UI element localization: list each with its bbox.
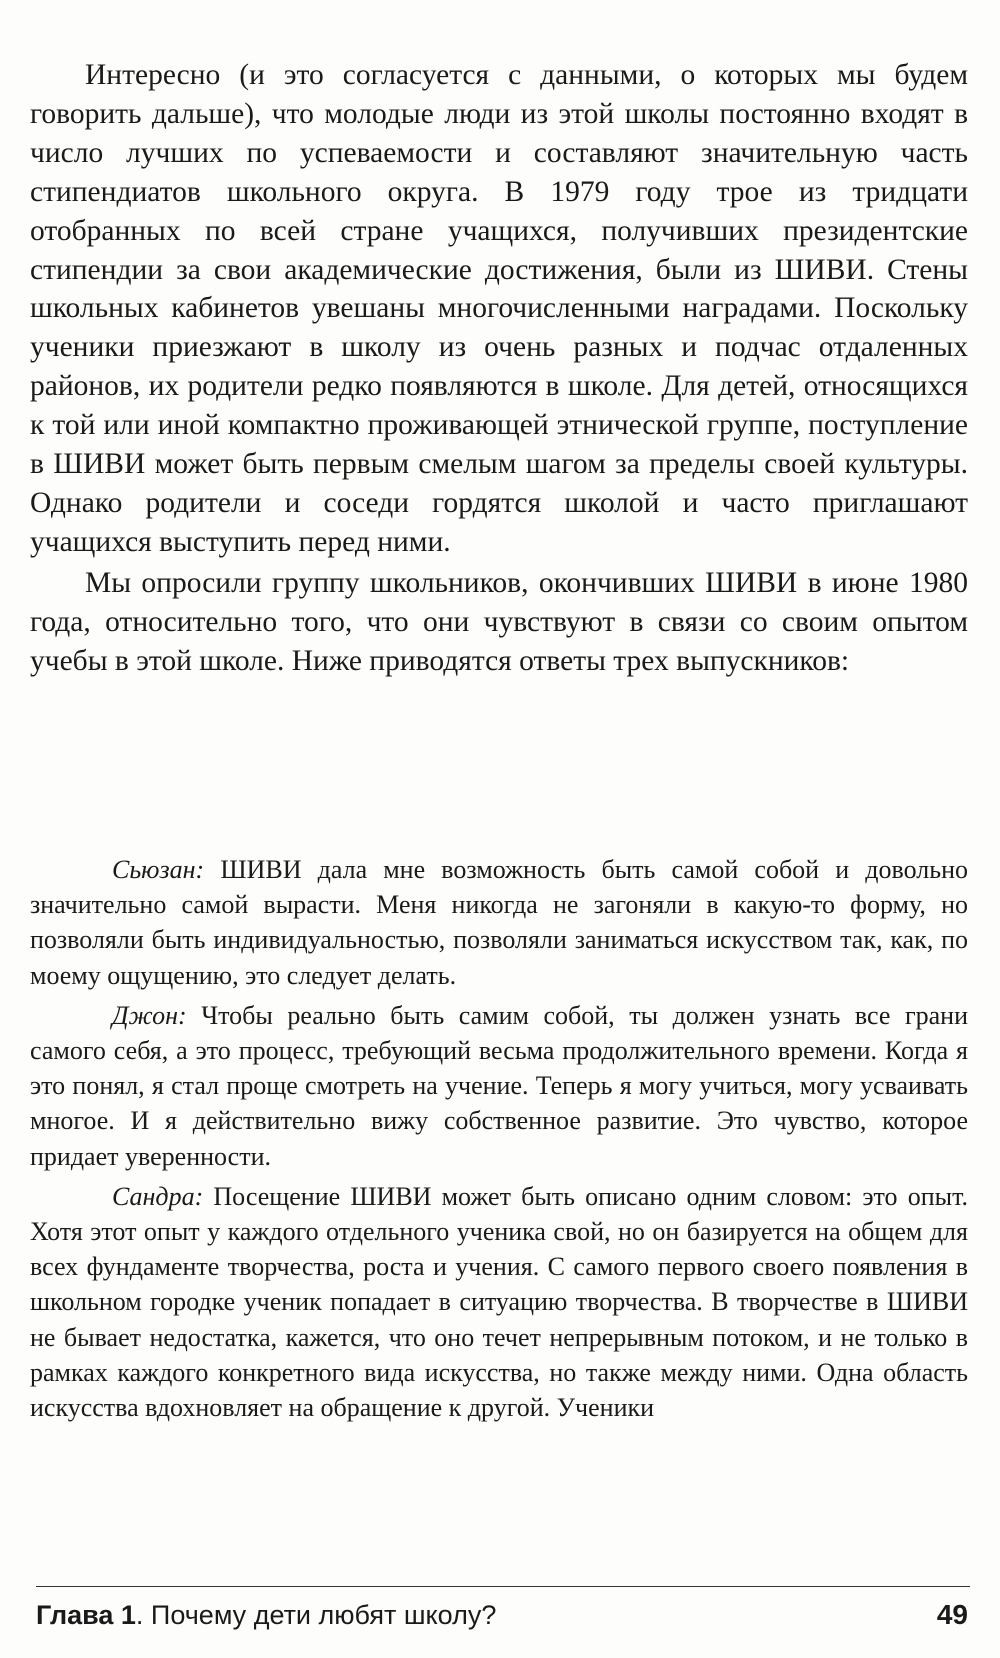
page-footer [36,1595,970,1635]
speaker-name: Джон: [112,1000,187,1030]
quote-susan [30,852,968,993]
graduate-quotes [30,852,968,1430]
quote-sandra [30,1179,968,1425]
speaker-name: Сандра: [112,1181,204,1211]
chapter-title: . Почему дети любят школу? [135,1600,497,1630]
page-number: 49 [936,1599,968,1630]
footer-divider [36,1586,970,1587]
quote-text: Посещение ШИВИ может быть описано одним словом: это опыт. Хотя этот опыт у каждого отдельного ученика свой, но он базируется на общем для всех фундаменте творчества, роста и учения. С самого первого своего появления в школьном городке ученик попадает в ситуацию творчества. В творчестве в ШИВИ не бывает недостатка, кажется, что оно течет непрерывным потоком, и не только в рамках каждого конкретного вида искусства, но также между ними. Одна область искусства вдохновляет на обращение к другой. Ученики [30,1181,968,1423]
speaker-name: Сьюзан: [112,855,205,884]
body-paragraph: Мы опросили группу школьников, окончивших ШИВИ в июне 1980 года, относительно того, что они чувствуют в связи со своим опытом учебы в этой школе. Ниже приводятся ответы трех выпускников: [30,566,968,677]
quote-text: Чтобы реально быть самим собой, ты должен узнать все грани самого себя, а это процесс, требующий весьма продолжительного времени. Когда я это понял, я стал проще смотреть на учение. Теперь я могу учиться, могу усваивать многое. И я действительно вижу собственное развитие. Это чувство, которое придает уверенности. [30,1000,968,1171]
main-text [30,56,968,681]
body-paragraph: Интересно (и это согласуется с данными, о которых мы будем говорить дальше), что молодые люди из этой школы постоянно входят в число лучших по успеваемости и составляют значительную часть стипендиатов школьного округа. В 1979 году трое из тридцати отобранных по всей стране учащихся, получивших президентские стипендии за свои академические достижения, были из ШИВИ. Стены школьных кабинетов увешаны многочисленными наградами. Поскольку ученики приезжают в школу из очень разных и подчас отдаленных районов, их родители редко появляются в школе. Для детей, относящихся к той или иной компактно проживающей этнической группе, поступление в ШИВИ может быть первым смелым шагом за пределы своей культуры. Однако родители и соседи гордятся школой и часто приглашают учащихся выступить перед ними. [30,59,968,558]
chapter-label: Глава 1 [36,1600,136,1630]
quote-john [30,998,968,1174]
quote-text: ШИВИ дала мне возможность быть самой собой и довольно значительно самой вырасти. Меня никогда не загоняли в какую-то форму, но позволяли быть индивидуальностью, позволяли заниматься искусством так, как, по моему ощущению, это следует делать. [30,855,968,990]
